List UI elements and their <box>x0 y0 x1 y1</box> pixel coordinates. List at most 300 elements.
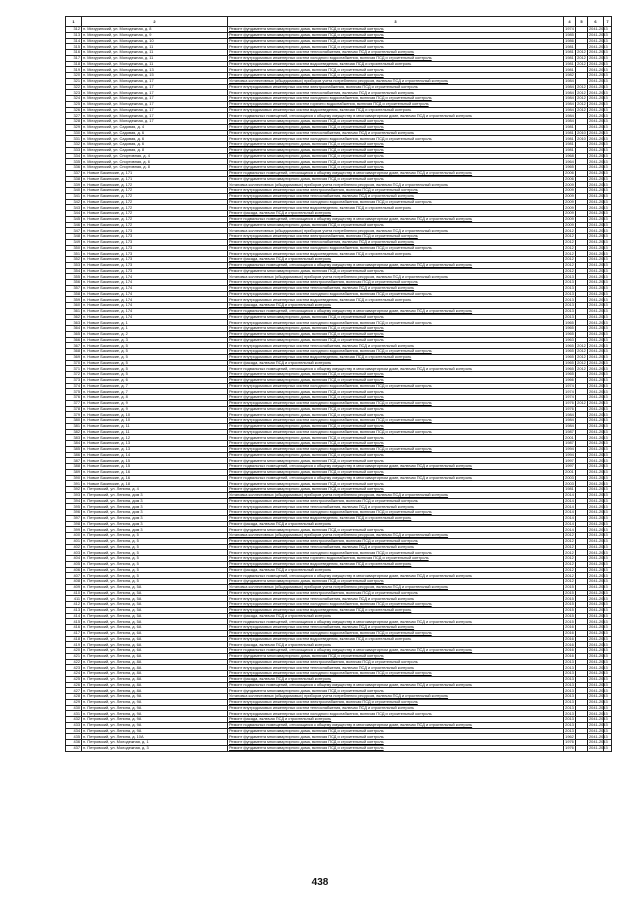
work-type-cell: Ремонт фундамента многоквартирного дома, включая ПСД и строительный контроль <box>228 745 564 751</box>
work-type-cell: Ремонт подвальных помещений, относящихся к общему имуществу в многоквартирном доме, включая ПСД и строительный контроль <box>228 262 564 268</box>
address-cell: п. Новые Бакинские, д. 14 <box>82 452 228 458</box>
row-number: 326 <box>66 107 82 113</box>
planned-period-cell: 2041-2043 <box>589 561 608 567</box>
build-year-cell: 1974 <box>565 382 574 388</box>
work-type-cell: Ремонт внутридомовых инженерных систем теплоснабжения, включая ПСД и строительный контроль <box>228 239 564 245</box>
row-number: 385 <box>66 446 82 452</box>
build-year-cell: 2013 <box>565 279 574 285</box>
row-number: 430 <box>66 705 82 711</box>
build-year-cell: 1981 <box>565 55 574 61</box>
address-cell: п. Петровский, ул. Ленина, д. 8А <box>82 659 228 665</box>
row-number: 322 <box>66 84 82 90</box>
planned-period-cell: 2041-2043 <box>589 256 608 262</box>
planned-period-cell: 2041-2043 <box>589 89 608 95</box>
build-year-cell: 1994 <box>565 446 574 452</box>
address-cell: п. Петровский, ул. Ленина, дом 3 <box>82 515 228 521</box>
row-number: 434 <box>66 728 82 734</box>
address-cell: п. Мичуринский, ул. Молодежная, д. 17 <box>82 119 228 125</box>
address-cell: п. Новые Бакинские, д. 172 <box>82 188 228 194</box>
row-number: 361 <box>66 308 82 314</box>
build-year-cell: 1984 <box>565 83 574 89</box>
address-cell: п. Новые Бакинские, д. 172 <box>82 193 228 199</box>
row-number: 342 <box>66 199 82 205</box>
planned-period-cell: 2041-2043 <box>589 365 608 371</box>
row-number: 428 <box>66 694 82 700</box>
row-number: 422 <box>66 659 82 665</box>
row-number: 389 <box>66 469 82 475</box>
work-type-cell: Ремонт внутридомовых инженерных систем теплоснабжения, включая ПСД и строительный контроль <box>228 50 564 56</box>
address-cell: п. Новые Бакинские, д. 15 <box>82 458 228 464</box>
row-number: 352 <box>66 257 82 263</box>
row-number: 394 <box>66 498 82 504</box>
planned-period-cell: 2041-2043 <box>589 336 608 342</box>
work-type-cell: Ремонт внутридомовых инженерных систем холодного водоснабжения, включая ПСД и строительный контроль <box>228 349 564 355</box>
work-type-cell: Ремонт внутридомовых инженерных систем электроснабжения, включая ПСД и строительный контроль <box>228 234 564 240</box>
build-year-cell: 1981 <box>565 66 574 72</box>
build-year-cell: 2015 <box>565 618 574 624</box>
build-year-cell: 1984 <box>565 78 574 84</box>
address-cell: п. Мичуринский, ул. Молодежная, д. 11 <box>82 44 228 50</box>
work-type-cell: Ремонт фундамента многоквартирного дома, включая ПСД и строительный контроль <box>228 165 564 171</box>
address-cell: п. Мичуринский, ул. Спортивная, д. 4 <box>82 153 228 159</box>
address-cell: п. Петровский, ул. Ленина, д. 6А <box>82 636 228 642</box>
last-repair-year-cell: 2012 <box>577 49 586 55</box>
work-type-cell: Ремонт внутридомовых инженерных систем холодного водоснабжения, включая ПСД и строительный контроль <box>228 550 564 556</box>
planned-period-cell: 2041-2043 <box>589 273 608 279</box>
build-year-cell: 2013 <box>565 670 574 676</box>
work-type-cell: Ремонт внутридомовых инженерных систем водоотведения, включая ПСД и строительный контроль <box>228 61 564 67</box>
work-type-cell: Ремонт внутридомовых инженерных систем водоотведения, включая ПСД и строительный контроль <box>228 515 564 521</box>
build-year-cell: 2014 <box>565 492 574 498</box>
build-year-cell: 1964 <box>565 158 574 164</box>
work-type-cell: Ремонт внутридомовых инженерных систем холодного водоснабжения, включая ПСД и строительный контроль <box>228 510 564 516</box>
work-type-cell: Ремонт внутридомовых инженерных систем холодного водоснабжения, включая ПСД и строительный контроль <box>228 429 564 435</box>
work-type-cell: Ремонт внутридомовых инженерных систем теплоснабжения, включая ПСД и строительный контроль <box>228 193 564 199</box>
row-number: 353 <box>66 262 82 268</box>
build-year-cell: 2009 <box>565 221 574 227</box>
address-cell: п. Новые Бакинские, д. 171 <box>82 176 228 182</box>
build-year-cell: 1997 <box>565 463 574 469</box>
address-cell: п. Мичуринский, ул. Молодежная, д. 11 <box>82 50 228 56</box>
planned-period-cell: 2041-2043 <box>589 745 608 751</box>
work-type-cell: Ремонт внутридомовых инженерных систем холодного водоснабжения, включая ПСД и строительный контроль <box>228 383 564 389</box>
build-year-cell: 1965 <box>565 164 574 170</box>
row-number: 393 <box>66 492 82 498</box>
work-type-cell: Ремонт подвальных помещений, относящихся к общему имуществу в многоквартирном доме, включая ПСД и строительный контроль <box>228 170 564 176</box>
row-number: 370 <box>66 360 82 366</box>
build-year-cell: 2013 <box>565 699 574 705</box>
build-year-cell: 1997 <box>565 457 574 463</box>
work-type-cell: Ремонт фасада, включая ПСД и строительный контроль <box>228 303 564 309</box>
row-number: 312 <box>66 27 82 33</box>
work-type-cell: Ремонт подвальных помещений, относящихся к общему имуществу в многоквартирном доме, включая ПСД и строительный контроль <box>228 366 564 372</box>
row-number: 349 <box>66 239 82 245</box>
work-type-cell: Ремонт фундамента многоквартирного дома, включая ПСД и строительный контроль <box>228 487 564 493</box>
address-cell: п. Петровский, ул. Ленина, д. 5 <box>82 561 228 567</box>
build-year-cell: 2012 <box>565 239 574 245</box>
build-year-cell: 1974 <box>565 394 574 400</box>
row-number: 420 <box>66 648 82 654</box>
work-type-cell: Ремонт внутридомовых инженерных систем водоотведения, включая ПСД и строительный контроль <box>228 251 564 257</box>
row-number: 401 <box>66 538 82 544</box>
address-cell: п. Новые Бакинские, д. 174 <box>82 274 228 280</box>
last-repair-year-cell: 2012 <box>577 359 586 365</box>
last-repair-year-cell: 2012 <box>577 106 586 112</box>
planned-period-cell: 2041-2043 <box>589 727 608 733</box>
build-year-cell: 1984 <box>565 423 574 429</box>
build-year-cell: 2013 <box>565 710 574 716</box>
row-number: 354 <box>66 268 82 274</box>
row-number: 415 <box>66 619 82 625</box>
work-type-cell: Ремонт фундамента многоквартирного дома, включая ПСД и строительный контроль <box>228 314 564 320</box>
row-number: 397 <box>66 515 82 521</box>
planned-period-cell: 2041-2043 <box>589 267 608 273</box>
address-cell: п. Петровский, ул. Ленина, д. 9А <box>82 717 228 723</box>
work-type-cell: Ремонт фундамента многоквартирного дома, включая ПСД и строительный контроль <box>228 458 564 464</box>
address-cell: п. Новые Бакинские, д. 13 <box>82 446 228 452</box>
planned-period-cell: 2041-2043 <box>589 492 608 498</box>
planned-period-cell: 2041-2043 <box>589 26 608 32</box>
work-type-cell: Ремонт фундамента многоквартирного дома, включая ПСД и строительный контроль <box>228 337 564 343</box>
address-cell: п. Новые Бакинские, д. 6 <box>82 377 228 383</box>
row-number: 407 <box>66 573 82 579</box>
build-year-cell: 1965 <box>565 365 574 371</box>
work-type-cell: Ремонт подвальных помещений, относящихся к общему имуществу в многоквартирном доме, включая ПСД и строительный контроль <box>228 682 564 688</box>
row-number: 355 <box>66 274 82 280</box>
planned-period-cell: 2041-2043 <box>589 710 608 716</box>
table-body <box>66 27 612 752</box>
work-type-cell: Ремонт фасада, включая ПСД и строительный контроль <box>228 676 564 682</box>
build-year-cell: 2012 <box>565 227 574 233</box>
work-type-cell: Ремонт внутридомовых инженерных систем холодного водоснабжения, включая ПСД и строительный контроль <box>228 96 564 102</box>
row-number: 431 <box>66 711 82 717</box>
build-year-cell: 2015 <box>565 589 574 595</box>
row-number: 371 <box>66 366 82 372</box>
work-type-cell: Ремонт подвальных помещений, относящихся к общему имуществу в многоквартирном доме, включая ПСД и строительный контроль <box>228 216 564 222</box>
planned-period-cell: 2041-2043 <box>589 49 608 55</box>
work-type-cell: Ремонт внутридомовых инженерных систем холодного водоснабжения, включая ПСД и строительный контроль <box>228 199 564 205</box>
address-cell: п. Петровский, ул. Ленина, д. 6А <box>82 630 228 636</box>
work-type-cell: Ремонт внутридомовых инженерных систем электроснабжения, включая ПСД и строительный контроль <box>228 538 564 544</box>
build-year-cell: 2013 <box>565 676 574 682</box>
build-year-cell: 1966 <box>565 377 574 383</box>
address-cell: п. Новые Бакинские, д. 16 <box>82 475 228 481</box>
work-type-cell: Установка коллективных (общедомовых) приборов учета потребления ресурсов, включая ПСД и строительный контроль <box>228 584 564 590</box>
planned-period-cell: 2041-2043 <box>589 618 608 624</box>
address-cell: п. Новые Бакинские, д. 173 <box>82 234 228 240</box>
address-cell: п. Петровский, ул. Ленина, д. 5А <box>82 619 228 625</box>
address-cell: п. Новые Бакинские, д. 3 <box>82 337 228 343</box>
address-cell: п. Петровский, ул. Ленина, д. 5А <box>82 596 228 602</box>
header-col-1: 1 <box>66 17 82 27</box>
header-col-7: 7 <box>604 17 612 27</box>
row-number: 330 <box>66 130 82 136</box>
planned-period-cell: 2041-2043 <box>589 704 608 710</box>
build-year-cell: 2013 <box>565 704 574 710</box>
build-year-cell: 2015 <box>565 607 574 613</box>
last-repair-year-cell: 2012 <box>577 60 586 66</box>
work-type-cell: Ремонт внутридомовых инженерных систем теплоснабжения, включая ПСД и строительный контроль <box>228 596 564 602</box>
work-type-cell: Ремонт внутридомовых инженерных систем горячего водоснабжения, включая ПСД и строительный контроль <box>228 556 564 562</box>
build-year-cell: 1965 <box>565 331 574 337</box>
address-cell: п. Петровский, ул. Ленина, д. 10А <box>82 734 228 740</box>
row-number: 337 <box>66 170 82 176</box>
planned-period-cell: 2041-2043 <box>589 285 608 291</box>
address-cell: п. Новые Бакинские, д. 173 <box>82 262 228 268</box>
build-year-cell: 1984 <box>565 101 574 107</box>
planned-period-cell: 2041-2043 <box>589 515 608 521</box>
work-type-cell: Установка коллективных (общедомовых) приборов учета потребления ресурсов, включая ПСД и строительный контроль <box>228 228 564 234</box>
repair-program-table <box>65 16 612 752</box>
last-repair-year-cell: 2012 <box>577 55 586 61</box>
work-type-cell: Ремонт внутридомовых инженерных систем горячего водоснабжения, включая ПСД и строительный контроль <box>228 101 564 107</box>
planned-period-cell: 2041-2043 <box>589 354 608 360</box>
work-type-cell: Ремонт внутридомовых инженерных систем холодного водоснабжения, включая ПСД и строительный контроль <box>228 711 564 717</box>
address-cell: п. Мичуринский, ул. Молодежная, д. 15 <box>82 73 228 79</box>
row-number: 329 <box>66 124 82 130</box>
build-year-cell: 2009 <box>565 187 574 193</box>
address-cell: п. Новые Бакинские, д. 10 <box>82 418 228 424</box>
planned-period-cell: 2041-2043 <box>589 78 608 84</box>
build-year-cell: 2013 <box>565 681 574 687</box>
row-number: 377 <box>66 400 82 406</box>
address-cell: п. Новые Бакинские, д. 174 <box>82 303 228 309</box>
planned-period-cell: 2041-2043 <box>589 290 608 296</box>
last-repair-year-cell: 2012 <box>577 400 586 406</box>
planned-period-cell: 2041-2043 <box>589 693 608 699</box>
row-number: 318 <box>66 61 82 67</box>
planned-period-cell: 2041-2043 <box>589 469 608 475</box>
planned-period-cell: 2041-2043 <box>589 739 608 745</box>
row-number: 317 <box>66 55 82 61</box>
address-cell: п. Петровский, ул. Ленина, д. 5А <box>82 590 228 596</box>
row-number: 334 <box>66 153 82 159</box>
planned-period-cell: 2041-2043 <box>589 509 608 515</box>
row-number: 390 <box>66 475 82 481</box>
address-cell: п. Мичуринский, ул. Молодежная, д. 11 <box>82 61 228 67</box>
work-type-cell: Ремонт внутридомовых инженерных систем водоотведения, включая ПСД и строительный контроль <box>228 107 564 113</box>
row-number: 382 <box>66 429 82 435</box>
planned-period-cell: 2041-2043 <box>589 302 608 308</box>
address-cell: п. Петровский, ул. Ленина, д. 5 <box>82 544 228 550</box>
planned-period-cell: 2041-2043 <box>589 141 608 147</box>
row-number: 433 <box>66 722 82 728</box>
address-cell: п. Новые Бакинские, д. 1 <box>82 326 228 332</box>
header-col-2: 2 <box>82 17 228 27</box>
build-year-cell: 1976 <box>565 405 574 411</box>
planned-period-cell: 2041-2043 <box>589 170 608 176</box>
address-cell: п. Мичуринский, ул. Молодежная, д. 9 <box>82 32 228 38</box>
address-cell: п. Новые Бакинские, д. 174 <box>82 297 228 303</box>
address-cell: п. Петровский, ул. Ленина, д. 5А <box>82 613 228 619</box>
planned-period-cell: 2041-2043 <box>589 538 608 544</box>
row-number: 435 <box>66 734 82 740</box>
build-year-cell: 2012 <box>565 566 574 572</box>
row-number: 362 <box>66 314 82 320</box>
address-cell: п. Петровский, ул. Ленина, д. 5 <box>82 573 228 579</box>
row-number: 398 <box>66 521 82 527</box>
address-cell: п. Новые Бакинские, д. 5 <box>82 349 228 355</box>
row-number: 436 <box>66 740 82 746</box>
planned-period-cell: 2041-2043 <box>589 388 608 394</box>
address-cell: п. Новые Бакинские, д. 174 <box>82 280 228 286</box>
row-number: 373 <box>66 377 82 383</box>
row-number: 313 <box>66 32 82 38</box>
work-type-cell: Ремонт фундамента многоквартирного дома, включая ПСД и строительный контроль <box>228 740 564 746</box>
row-number: 425 <box>66 676 82 682</box>
row-number: 426 <box>66 682 82 688</box>
planned-period-cell: 2041-2043 <box>589 250 608 256</box>
address-cell: п. Петровский, ул. Ленина, дом 3 <box>82 504 228 510</box>
address-cell: п. Новые Бакинские, д. 16 <box>82 469 228 475</box>
row-number: 343 <box>66 205 82 211</box>
address-cell: п. Петровский, ул. Ленина, дом 3 <box>82 527 228 533</box>
build-year-cell: 1965 <box>565 319 574 325</box>
work-type-cell: Ремонт внутридомовых инженерных систем электроснабжения, включая ПСД и строительный контроль <box>228 590 564 596</box>
planned-period-cell: 2041-2043 <box>589 532 608 538</box>
planned-period-cell: 2041-2043 <box>589 204 608 210</box>
build-year-cell: 2014 <box>565 526 574 532</box>
build-year-cell: 2014 <box>565 520 574 526</box>
row-number: 391 <box>66 481 82 487</box>
row-number: 350 <box>66 245 82 251</box>
row-number: 380 <box>66 418 82 424</box>
address-cell: п. Новые Бакинские, д. 174 <box>82 291 228 297</box>
planned-period-cell: 2041-2043 <box>589 239 608 245</box>
planned-period-cell: 2041-2043 <box>589 434 608 440</box>
build-year-cell: 1987 <box>565 428 574 434</box>
address-cell: п. Новые Бакинские, д. 7 <box>82 383 228 389</box>
row-number: 386 <box>66 452 82 458</box>
build-year-cell: 2012 <box>565 555 574 561</box>
row-number: 315 <box>66 44 82 50</box>
planned-period-cell: 2041-2043 <box>589 95 608 101</box>
row-number: 314 <box>66 38 82 44</box>
planned-period-cell: 2041-2043 <box>589 400 608 406</box>
address-cell: п. Мичуринский, ул. Садовая, д. 6 <box>82 142 228 148</box>
work-type-cell: Ремонт внутридомовых инженерных систем электроснабжения, включая ПСД и строительный контроль <box>228 280 564 286</box>
work-type-cell: Установка коллективных (общедомовых) приборов учета потребления ресурсов, включая ПСД и строительный контроль <box>228 182 564 188</box>
address-cell: п. Мичуринский, ул. Молодежная, д. 17 <box>82 107 228 113</box>
row-number: 340 <box>66 188 82 194</box>
row-number: 437 <box>66 745 82 751</box>
row-number: 333 <box>66 147 82 153</box>
address-cell: п. Новые Бакинские, д. 13 <box>82 441 228 447</box>
row-number: 403 <box>66 550 82 556</box>
build-year-cell: 1981 <box>565 486 574 492</box>
build-year-cell: 1965 <box>565 354 574 360</box>
planned-period-cell: 2041-2043 <box>589 607 608 613</box>
work-type-cell: Ремонт внутридомовых инженерных систем теплоснабжения, включая ПСД и строительный контроль <box>228 130 564 136</box>
work-type-cell: Ремонт внутридомовых инженерных систем электроснабжения, включая ПСД и строительный контроль <box>228 498 564 504</box>
build-year-cell: 1981 <box>565 124 574 130</box>
row-number: 351 <box>66 251 82 257</box>
last-repair-year-cell: 2012 <box>577 354 586 360</box>
work-type-cell: Ремонт внутридомовых инженерных систем электроснабжения, включая ПСД и строительный контроль <box>228 188 564 194</box>
work-type-cell: Ремонт внутридомовых инженерных систем холодного водоснабжения, включая ПСД и строительный контроль <box>228 55 564 61</box>
row-number: 369 <box>66 354 82 360</box>
work-type-cell: Ремонт фундамента многоквартирного дома, включая ПСД и строительный контроль <box>228 119 564 125</box>
build-year-cell: 2013 <box>565 658 574 664</box>
address-cell: п. Новые Бакинские, д. 174 <box>82 285 228 291</box>
row-number: 344 <box>66 211 82 217</box>
address-cell: п. Петровский, ул. Ленина, д. 8А <box>82 682 228 688</box>
work-type-cell: Ремонт фундамента многоквартирного дома, включая ПСД и строительный контроль <box>228 377 564 383</box>
address-cell: п. Новые Бакинские, д. 172 <box>82 199 228 205</box>
build-year-cell: 2015 <box>565 584 574 590</box>
build-year-cell: 2014 <box>565 503 574 509</box>
work-type-cell: Ремонт фундамента многоквартирного дома, включая ПСД и строительный контроль <box>228 395 564 401</box>
build-year-cell: 1963 <box>565 336 574 342</box>
build-year-cell: 1965 <box>565 325 574 331</box>
row-number: 412 <box>66 602 82 608</box>
planned-period-cell: 2041-2043 <box>589 653 608 659</box>
build-year-cell: 2009 <box>565 210 574 216</box>
work-type-cell: Ремонт подвальных помещений, относящихся к общему имуществу в многоквартирном доме, включая ПСД и строительный контроль <box>228 722 564 728</box>
address-cell: п. Петровский, ул. Ленина, д. 5 <box>82 533 228 539</box>
build-year-cell: 2013 <box>565 308 574 314</box>
build-year-cell: 2009 <box>565 216 574 222</box>
planned-period-cell: 2041-2043 <box>589 279 608 285</box>
address-cell: п. Мичуринский, ул. Спортивная, д. 8 <box>82 165 228 171</box>
work-type-cell: Ремонт внутридомовых инженерных систем холодного водоснабжения, включая ПСД и строительный контроль <box>228 320 564 326</box>
build-year-cell: 2016 <box>565 647 574 653</box>
planned-period-cell: 2041-2043 <box>589 474 608 480</box>
planned-period-cell: 2041-2043 <box>589 129 608 135</box>
work-type-cell: Ремонт внутридомовых инженерных систем теплоснабжения, включая ПСД и строительный контроль <box>228 343 564 349</box>
planned-period-cell: 2041-2043 <box>589 227 608 233</box>
row-number: 367 <box>66 343 82 349</box>
address-cell: п. Новые Бакинские, д. 10 <box>82 412 228 418</box>
work-type-cell: Ремонт фундамента многоквартирного дома, включая ПСД и строительный контроль <box>228 372 564 378</box>
planned-period-cell: 2041-2043 <box>589 405 608 411</box>
planned-period-cell: 2041-2043 <box>589 147 608 153</box>
build-year-cell: 1976 <box>565 400 574 406</box>
build-year-cell: 2009 <box>565 181 574 187</box>
planned-period-cell: 2041-2043 <box>589 106 608 112</box>
planned-period-cell: 2041-2043 <box>589 733 608 739</box>
work-type-cell: Ремонт подвальных помещений, относящихся к общему имуществу в многоквартирном доме, включая ПСД и строительный контроль <box>228 648 564 654</box>
planned-period-cell: 2041-2043 <box>589 670 608 676</box>
address-cell: п. Новые Бакинские, д. 5 <box>82 343 228 349</box>
row-number: 421 <box>66 653 82 659</box>
planned-period-cell: 2041-2043 <box>589 72 608 78</box>
work-type-cell: Ремонт фундамента многоквартирного дома, включая ПСД и строительный контроль <box>228 452 564 458</box>
build-year-cell: 1976 <box>565 739 574 745</box>
planned-period-cell: 2041-2043 <box>589 664 608 670</box>
planned-period-cell: 2041-2043 <box>589 457 608 463</box>
address-cell: п. Новые Бакинские, д. 5 <box>82 354 228 360</box>
row-number: 321 <box>66 78 82 84</box>
build-year-cell: 1974 <box>565 26 574 32</box>
work-type-cell: Ремонт внутридомовых инженерных систем холодного водоснабжения, включая ПСД и строительный контроль <box>228 446 564 452</box>
planned-period-cell: 2041-2043 <box>589 503 608 509</box>
build-year-cell: 2016 <box>565 653 574 659</box>
planned-period-cell: 2041-2043 <box>589 589 608 595</box>
work-type-cell: Ремонт фундамента многоквартирного дома, включая ПСД и строительный контроль <box>228 653 564 659</box>
planned-period-cell: 2041-2043 <box>589 66 608 72</box>
planned-period-cell: 2041-2043 <box>589 32 608 38</box>
work-type-cell: Ремонт фундамента многоквартирного дома, включая ПСД и строительный контроль <box>228 527 564 533</box>
address-cell: п. Новые Бакинские, д. 174 <box>82 314 228 320</box>
address-cell: п. Новые Бакинские, д. 172 <box>82 216 228 222</box>
address-cell: п. Мичуринский, ул. Молодежная, д. 17 <box>82 78 228 84</box>
planned-period-cell: 2041-2043 <box>589 83 608 89</box>
work-type-cell: Ремонт внутридомовых инженерных систем водоотведения, включая ПСД и строительный контроль <box>228 561 564 567</box>
work-type-cell: Ремонт внутридомовых инженерных систем холодного водоснабжения, включая ПСД и строительный контроль <box>228 136 564 142</box>
row-number: 357 <box>66 285 82 291</box>
row-number: 338 <box>66 176 82 182</box>
